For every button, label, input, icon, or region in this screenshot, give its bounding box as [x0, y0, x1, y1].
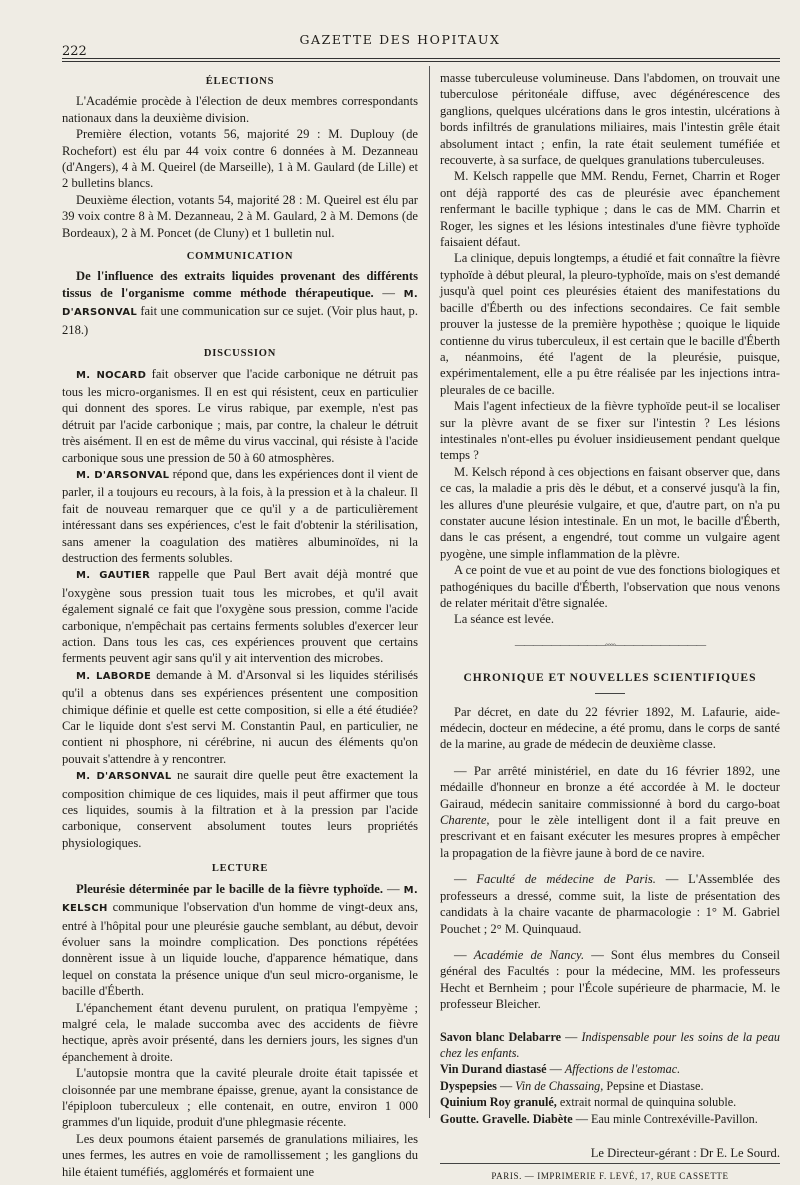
closing-line: La séance est levée. — [454, 612, 554, 627]
ad-description-plain: Pepsine et Diastase. — [603, 1078, 704, 1093]
discussion-text: demande à M. d'Arsonval si les liquides stérilisés qu'il a obtenus dans ses expériences présentent une composition chimique définie et quelle est cette composition, si elle a été étudiée? Car le liquide dont s'est servi M. Constantin Paul, en particulier, ne contient ni phosphore, ni cérébrine, ni aucun des éléments qu'on pouvait s'attendre à y rencontrer. — [62, 667, 418, 766]
communication-text: fait une communication sur ce sujet. (Voir plus haut, p. 218.) — [62, 304, 418, 337]
section-title-elections: ÉLECTIONS — [205, 76, 275, 87]
body-paragraph: M. Kelsch rappelle que MM. Rendu, Fernet, Charrin et Roger ont déjà rapporté des cas de pleurésie avec épanchement renfermant le bacille typhique ; dans le cas de MM. Charrin et Roger, les signes et les lésions intestinales d'une fièvre typhoïde faisaient défaut. — [440, 169, 780, 250]
discussion-text: fait observer que l'acide carbonique ne détruit pas tous les micro-organismes. Il en est qui résistent, ceux en particulier qui donnent des spores. Le virus rabique, par exemple, n'est pas détruit par l'acide carbonique ; mais, par contre, la chaleur le détruit très aisément. Il en est de même du virus vaccinal, qui résiste à l'acide carbonique sous une pression de 50 à 60 atmosphères. — [62, 366, 418, 465]
advertisement — [440, 1029, 780, 1062]
discussion-text: rappelle que Paul Bert avait déjà montré que l'oxygène sous pression tuait tous les microbes, et qu'il avait également signalé ce fait que l'oxygène sous pression, comme l'acide carbonique, n'empêchait pas certains ferments solubles d'exercer leur action. Dans tous les cas, ces expériences prouvent que certains ferments peuvent agir sans qu'il y ait intervention des microbes. — [62, 567, 418, 666]
news-text: — — [454, 947, 474, 962]
news-text: — Sont élus membres du Conseil général des Facultés : pour la médecine, MM. les professeurs Hecht et Bernheim ; pour l'École supérieure de pharmacie, M. le professeur Bleicher. — [440, 947, 780, 1012]
ad-product: Savon blanc Delabarre — [440, 1029, 562, 1044]
news-text: — — [454, 872, 477, 887]
ad-description: Affections de l'estomac. — [564, 1062, 681, 1077]
discussion-paragraph — [62, 366, 418, 466]
publisher-signature: Le Directeur-gérant : Dr E. Le Sourd. — [590, 1145, 780, 1160]
footer-rule — [440, 1163, 780, 1164]
elections-second-vote: Deuxième élection, votants 54, majorité 28 : M. Queirel est élu par 39 voix contre 8 à M. Dezanneau, 2 à M. Gaulard, 2 à M. Demons (de Bordeaux), 2 à M. Poncet (de Cluny) et 1 bulletin nul. — [62, 192, 418, 240]
running-title: GAZETTE DES HOPITAUX — [299, 32, 501, 47]
body-paragraph: La clinique, depuis longtemps, a étudié et fait connaître la fièvre typhoïde à début pleural, la pleuro-typhoïde, mais on s'est demandé jusqu'à quel point ces pleurésies étaient des manifestations du bacille d'Éberth ou des infections secondaires. Ce fait semble prouver la justesse de la première hypothèse ; quoique le liquide contienne du virus tuberculeux, il est certain que le bacille d'Éberth a, néanmoins, été l'agent de la pleurésie, puisque, expérimentalement, elle a pu être réalisée par les injections intra-pleurales de ce bacille. — [440, 251, 780, 397]
dash: — — [383, 881, 404, 896]
news-item — [440, 871, 780, 937]
ad-description-plain: Eau minle Contrexéville-Pavillon. — [590, 1111, 758, 1126]
advertisement — [440, 1094, 780, 1110]
section-title-communication: COMMUNICATION — [186, 251, 294, 263]
institution-name: Faculté de médecine de Paris. — [476, 872, 656, 887]
news-item — [440, 947, 780, 1013]
ad-product: Quinium Roy granulé, — [440, 1095, 557, 1110]
elections-first-vote: Première élection, votants 56, majorité 29 : M. Duplouy (de Rochefort) est élu par 44 voix contre 6 données à M. Dezanneau (d'Angers), 4 à M. Queirel (de Marseille), 1 à M. Gaulard (de Lille) et 2 bulletins blancs. — [62, 127, 418, 191]
ad-product: Dyspepsies — [440, 1078, 497, 1093]
ornamental-divider: ——————————◦◦◦◦—————————— — [514, 639, 706, 651]
news-text: — L'Assemblée des professeurs a dressé, comme suit, la liste de présentation des candidats à la chaire vacante de pharmacologie : 1° M. Gabriel Pouchet ; 2° M. Quinquaud. — [440, 872, 780, 936]
lecture-paragraph: Les deux poumons étaient parsemés de granulations miliaires, les unes fermes, les autres en voie de ramollissement ; les ganglions du hile étaient tuméfiés, agglomérés et formaient une — [62, 1131, 418, 1179]
news-item: Par décret, en date du 22 février 1892, M. Lafaurie, aide-médecin, docteur en médecine, a été promu, dans le corps de santé de la marine, au grade de médecin de deuxième classe. — [440, 704, 780, 752]
ad-separator: — — [561, 1029, 582, 1044]
section-title-lecture: LECTURE — [211, 863, 269, 875]
communication-lead: De l'influence des extraits liquides provenant des différents tissus de l'organisme comme méthode thérapeutique. — [62, 269, 418, 300]
speaker-name: M. GAUTIER — [76, 570, 151, 582]
ad-separator: — — [572, 1111, 591, 1126]
ad-description: Vin de Chassaing, — [515, 1078, 604, 1093]
spacer — [440, 1013, 780, 1029]
body-paragraph: M. Kelsch répond à ces objections en faisant observer que, dans ce cas, la maladie a pris dès le début, et a conservé jusqu'à la fin, les allures d'une pleurésie vulgaire, et que, d'autre part, on n'a pu constater aucune lésion intestinale. En un mot, le bacille d'Éberth, dans le cas présent, a engendré, tout comme un vulgaire agent pyogène, une simple inflammation de la plèvre. — [440, 464, 780, 561]
body-paragraph: Mais l'agent infectieux de la fièvre typhoïde peut-il se localiser sur la plèvre avant de se fixer sur l'intestin ? Les lésions intestinales n'ont-elles pu évoluer insidieusement pendant quelque temps ? — [440, 399, 780, 463]
speaker-name: M. D'ARSONVAL — [76, 771, 172, 783]
header-rule-thin — [62, 61, 780, 62]
ad-product: Goutte. Gravelle. Diabète — [440, 1111, 573, 1126]
advertisement — [440, 1078, 780, 1094]
communication-paragraph — [62, 268, 418, 338]
discussion-text: ne saurait dire quelle peut être exactement la composition chimique de ces liquides, mais il peut affirmer que tous ces liquides, soumis à la filtration et à la pression par l'acide carbonique, conservent absolument toutes leurs propriétés physiologiques. — [62, 768, 418, 850]
ad-separator: — — [496, 1078, 516, 1093]
ad-separator: — — [546, 1062, 565, 1077]
news-text: , pour le zèle intelligent dont il a fait preuve en prescrivant et en faisant exécuter les mesures propres à empêcher la propagation de la fièvre jaune à bord de ce navire. — [440, 813, 780, 860]
printer-imprint: PARIS. — IMPRIMERIE F. LEVÉ, 17, RUE CASSETTE — [491, 1171, 729, 1182]
lecture-paragraph: L'autopsie montra que la cavité pleurale droite était tapissée et cloisonnée par une membrane épaisse, grenue, ayant la consistance de l'épiploon tuberculeux ; elle contenait, en outre, environ 1 000 grammes d'un liquide, produit d'une phlegmasie récente. — [62, 1066, 418, 1130]
news-text: — Par arrêté ministériel, en date du 16 février 1892, une médaille d'honneur en bronze a été accordée à M. le docteur Gairaud, médecin sanitaire commissionné à bord du cargo-boat — [440, 763, 780, 811]
discussion-text: répond que, dans les expériences dont il vient de parler, il a toujours eu recours, à la fois, à la pression et à la chaleur. Il fait de nouveau remarquer que ce qu'il y a de particulièrement intéressant dans ses expériences, c'est le fait d'obtenir la stérilisation, sans amener la coagulation des matières albuminoïdes, ni la destruction des ferments solubles. — [62, 466, 418, 565]
section-title-chronique: CHRONIQUE ET NOUVELLES SCIENTIFIQUES — [463, 672, 757, 685]
discussion-paragraph — [62, 466, 418, 566]
lecture-lead: Pleurésie déterminée par le bacille de la fièvre typhoïde. — [76, 881, 383, 896]
right-column — [440, 70, 780, 1185]
speaker-name: M. KELSCH — [62, 884, 419, 915]
continued-paragraph: masse tuberculeuse volumineuse. Dans l'abdomen, on trouvait une tuberculose péritonéale diffuse, avec dégénérescence des ganglions, quelques ulcérations dans le gros intestin, ulcérations à bords infiltrés de granulations miliaires, mais l'intestin grêle était absolument intact ; enfin, la rate était seulement tuméfiée et recouverte, à sa surface, de quelques granulations tuberculeuses. — [440, 71, 780, 168]
body-paragraph: A ce point de vue et au point de vue des fonctions biologiques et pathogéniques du bacille d'Éberth, l'observation que nous venons de relater méritait d'être signalée. — [440, 563, 780, 610]
page-number: 222 — [62, 44, 87, 59]
lecture-paragraph — [62, 881, 418, 1000]
elections-paragraph: L'Académie procède à l'élection de deux membres correspondants nationaux dans la deuxième division. — [62, 94, 418, 125]
ad-description: Indispensable pour les soins de la peau chez les enfants. — [440, 1029, 781, 1060]
discussion-paragraph — [62, 667, 418, 767]
ad-product: Vin Durand diastasé — [440, 1062, 547, 1077]
speaker-name: M. NOCARD — [76, 369, 147, 381]
ship-name: Charente — [440, 813, 487, 828]
section-title-discussion: DISCUSSION — [203, 348, 277, 360]
dash: — — [373, 285, 404, 300]
institution-name: Académie de Nancy. — [473, 947, 585, 962]
advertisement — [440, 1061, 780, 1077]
news-item — [440, 763, 780, 861]
lecture-paragraph: L'épanchement étant devenu purulent, on pratiqua l'empyème ; malgré cela, le malade succomba avec des accidents de fièvre hectique, après avoir présenté, dans les derniers jours, les signes d'un épanchement à droite. — [62, 1000, 418, 1064]
left-column — [62, 70, 418, 1180]
short-rule — [595, 693, 625, 694]
speaker-name: M. D'ARSONVAL — [76, 469, 170, 481]
lecture-text: communique l'observation d'un homme de vingt-deux ans, entré à l'hôpital pour une pleurésie gauche semblant, au début, devoir évoluer sans la moindre complication. Des ponctions répétées donnèrent issue à un liquide louche, d'apparence hématique, dans lequel on constata la présence unique d'un seul micro-organisme, le bacille d'Éberth. — [62, 900, 418, 999]
speaker-name: M. D'ARSONVAL — [62, 288, 418, 319]
ad-description-plain: extrait normal de quinquina soluble. — [559, 1095, 737, 1110]
advertisement — [440, 1111, 780, 1127]
discussion-paragraph — [62, 566, 418, 666]
discussion-paragraph — [62, 767, 418, 851]
column-divider — [429, 66, 430, 1118]
speaker-name: M. LABORDE — [76, 670, 152, 682]
header-rule — [62, 58, 780, 59]
